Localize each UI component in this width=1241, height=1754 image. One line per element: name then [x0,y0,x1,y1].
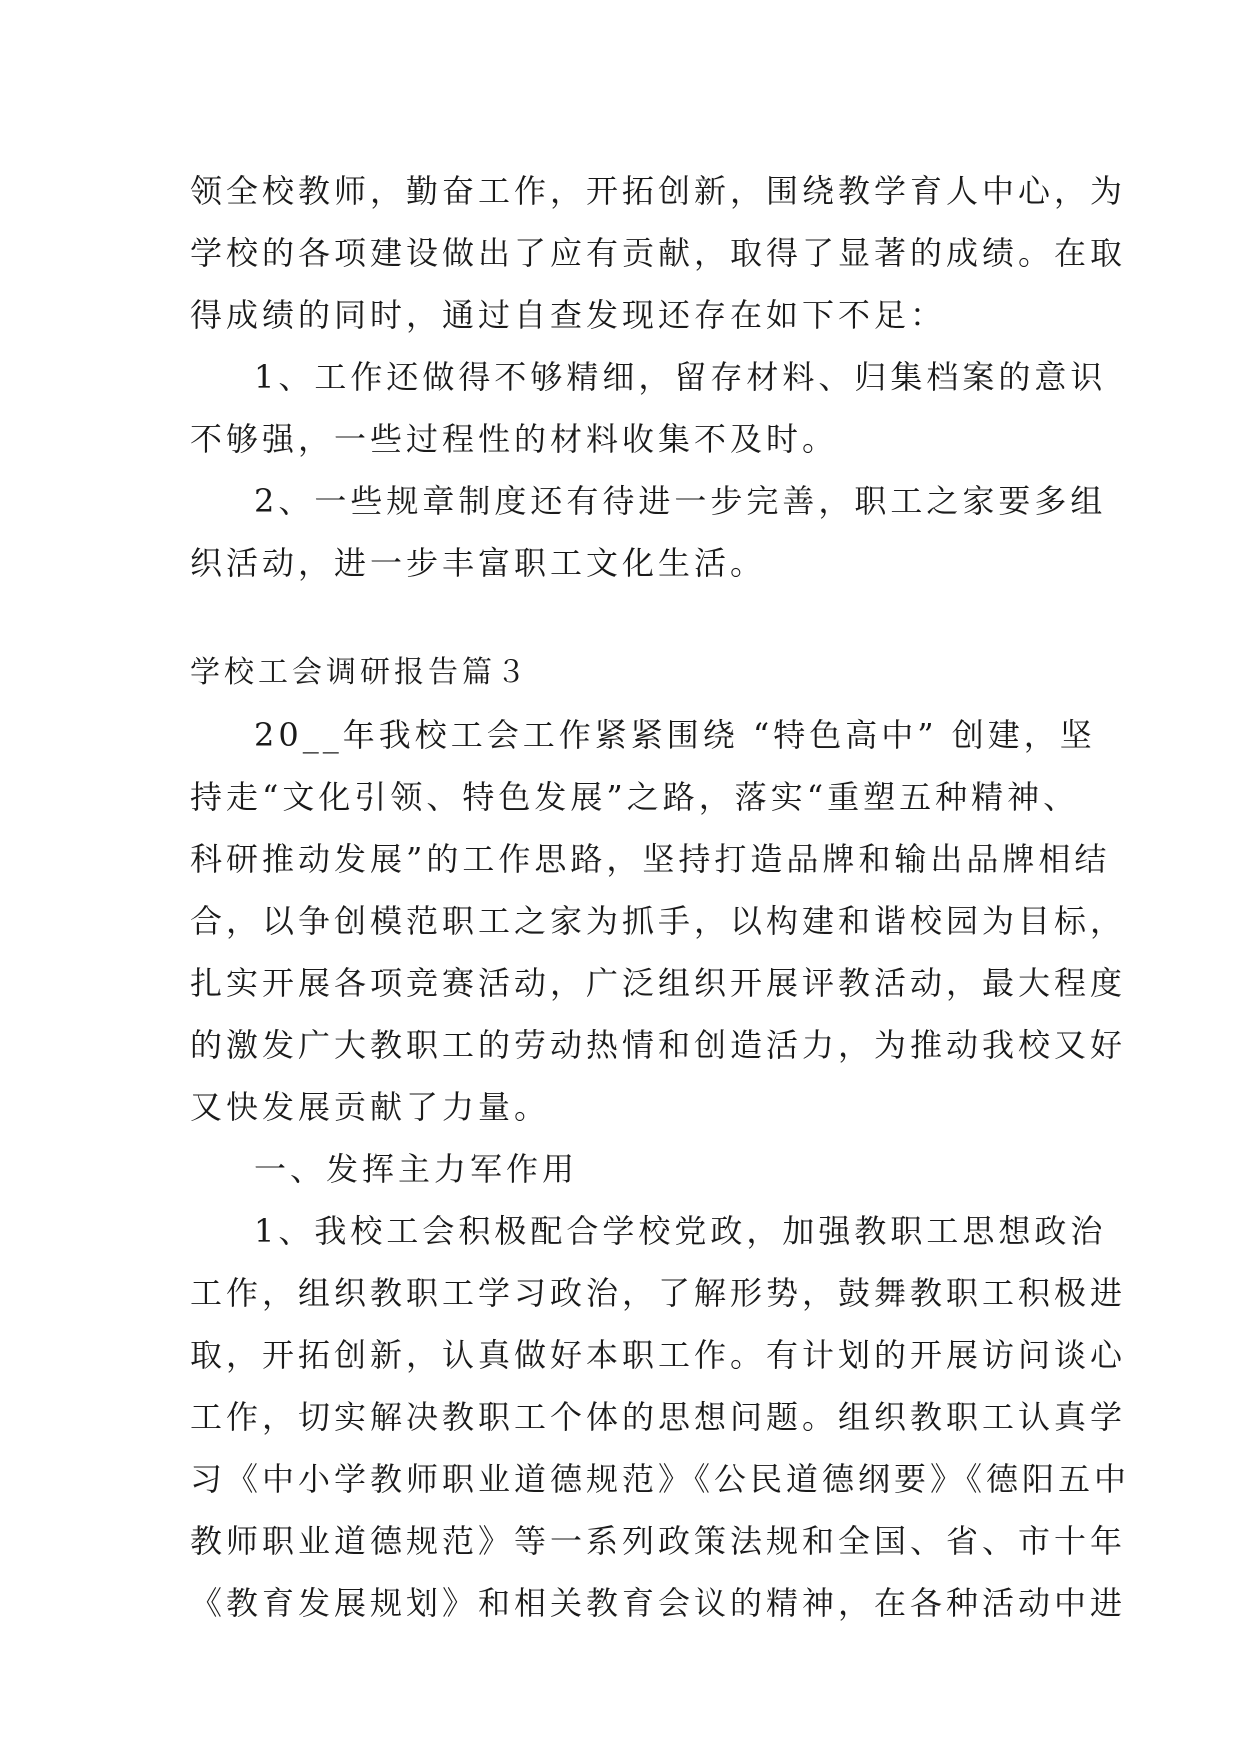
paragraph-point-2 [190,470,1107,594]
text-line: 学校的各项建设做出了应有贡献，取得了显著的成绩。在取 [190,234,1127,272]
text-line: 20__年我校工会工作紧紧围绕 “特色高中” 创建，坚 [254,716,1096,754]
text-line: 取，开拓创新，认真做好本职工作。有计划的开展访问谈心 [190,1336,1127,1374]
text-line: 科研推动发展”的工作思路，坚持打造品牌和输出品牌相结 [190,840,1111,878]
text-line: 《教育发展规划》和相关教育会议的精神，在各种活动中进 [190,1584,1127,1622]
text-line: 1、我校工会积极配合学校党政，加强教职工思想政治 [254,1212,1107,1250]
text-line: 织活动，进一步丰富职工文化生活。 [190,544,767,582]
paragraph-point-1 [190,346,1107,470]
text-line: 工作，组织教职工学习政治，了解形势，鼓舞教职工积极进 [190,1274,1127,1312]
text-line: 工作，切实解决教职工个体的思想问题。组织教职工认真学 [190,1398,1127,1436]
text-line: 习《中小学教师职业道德规范》《公民道德纲要》《德阳五中 [190,1460,1131,1498]
paragraph-summary [190,704,1127,1138]
text-line: 持走“文化引领、特色发展”之路，落实“重塑五种精神、 [190,778,1080,816]
paragraph-intro [190,160,1127,346]
text-line: 教师职业道德规范》等一系列政策法规和全国、省、市十年 [190,1522,1127,1560]
section-gap [190,594,1050,642]
text-line: 扎实开展各项竞赛活动，广泛组织开展评教活动，最大程度 [190,964,1127,1002]
section-title: 学校工会调研报告篇３ [190,655,530,690]
text-line: 又快发展贡献了力量。 [190,1088,551,1126]
text-line: 合，以争创模范职工之家为抓手，以构建和谐校园为目标， [190,902,1127,940]
text-line: 的激发广大教职工的劳动热情和创造活力，为推动我校又好 [190,1026,1127,1064]
text-line: 得成绩的同时，通过自查发现还存在如下不足： [190,296,947,334]
paragraph-detail [190,1200,1131,1634]
document-page [190,160,1131,1634]
subheading: 一、发挥主力军作用 [254,1150,579,1188]
text-line: 1、工作还做得不够精细，留存材料、归集档案的意识 [254,358,1107,396]
text-line: 不够强，一些过程性的材料收集不及时。 [190,420,839,458]
text-line: 领全校教师，勤奋工作，开拓创新，围绕教学育人中心，为 [190,172,1127,210]
text-line: 2、一些规章制度还有待进一步完善，职工之家要多组 [254,482,1107,520]
